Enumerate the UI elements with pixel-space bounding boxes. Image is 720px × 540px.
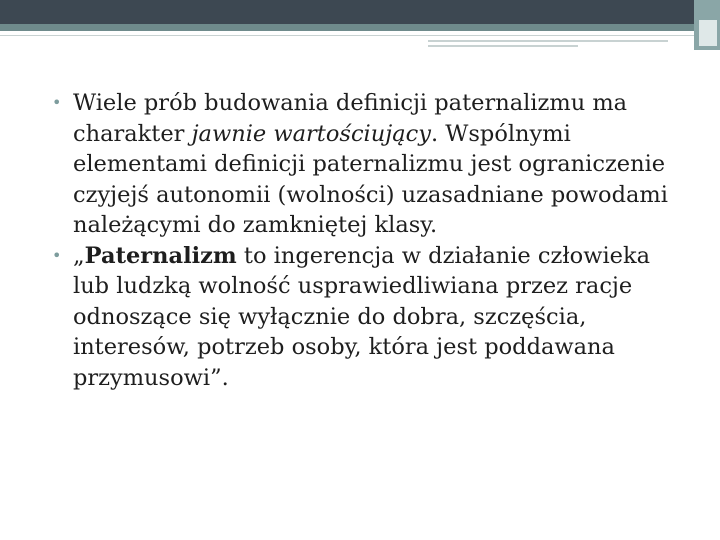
bullet-item-1 bbox=[52, 88, 692, 241]
bullet-2-bold-term: Paternalizm bbox=[84, 242, 237, 269]
bullet-1-italic-text: jawnie wartościujący bbox=[191, 120, 431, 147]
decorative-line bbox=[428, 45, 578, 47]
bullet-1-text: Wiele prób budowania definicji paternalizmu ma bbox=[73, 90, 628, 116]
bullet-1-text-prefix: charakter bbox=[73, 120, 192, 147]
bullet-icon: • bbox=[52, 245, 62, 265]
decorative-line bbox=[0, 35, 720, 36]
bullet-2-text: to ingerencja w działanie człowieka lub ludzką wolność usprawiedliwiana przez racje odnoszące się wyłącznie do dobra, szczęścia, interesów, potrzeb osoby, która jest poddawana przymusowi”. bbox=[73, 242, 651, 391]
header-accent-bar bbox=[0, 24, 720, 31]
header-bar bbox=[0, 0, 720, 24]
decorative-line bbox=[428, 40, 668, 42]
bullet-icon: • bbox=[52, 93, 62, 112]
bullet-2-prefix: „ bbox=[73, 242, 85, 269]
bullet-item-2 bbox=[52, 241, 692, 394]
bullet-1-text-suffix: . Wspólnymi elementami definicji paternalizmu jest ograniczenie czyjejś autonomii (wolności) uzasadniane powodami należącymi do zamkniętej klasy. bbox=[73, 120, 668, 238]
slide-content bbox=[52, 88, 692, 393]
corner-decoration-inner bbox=[699, 20, 717, 46]
